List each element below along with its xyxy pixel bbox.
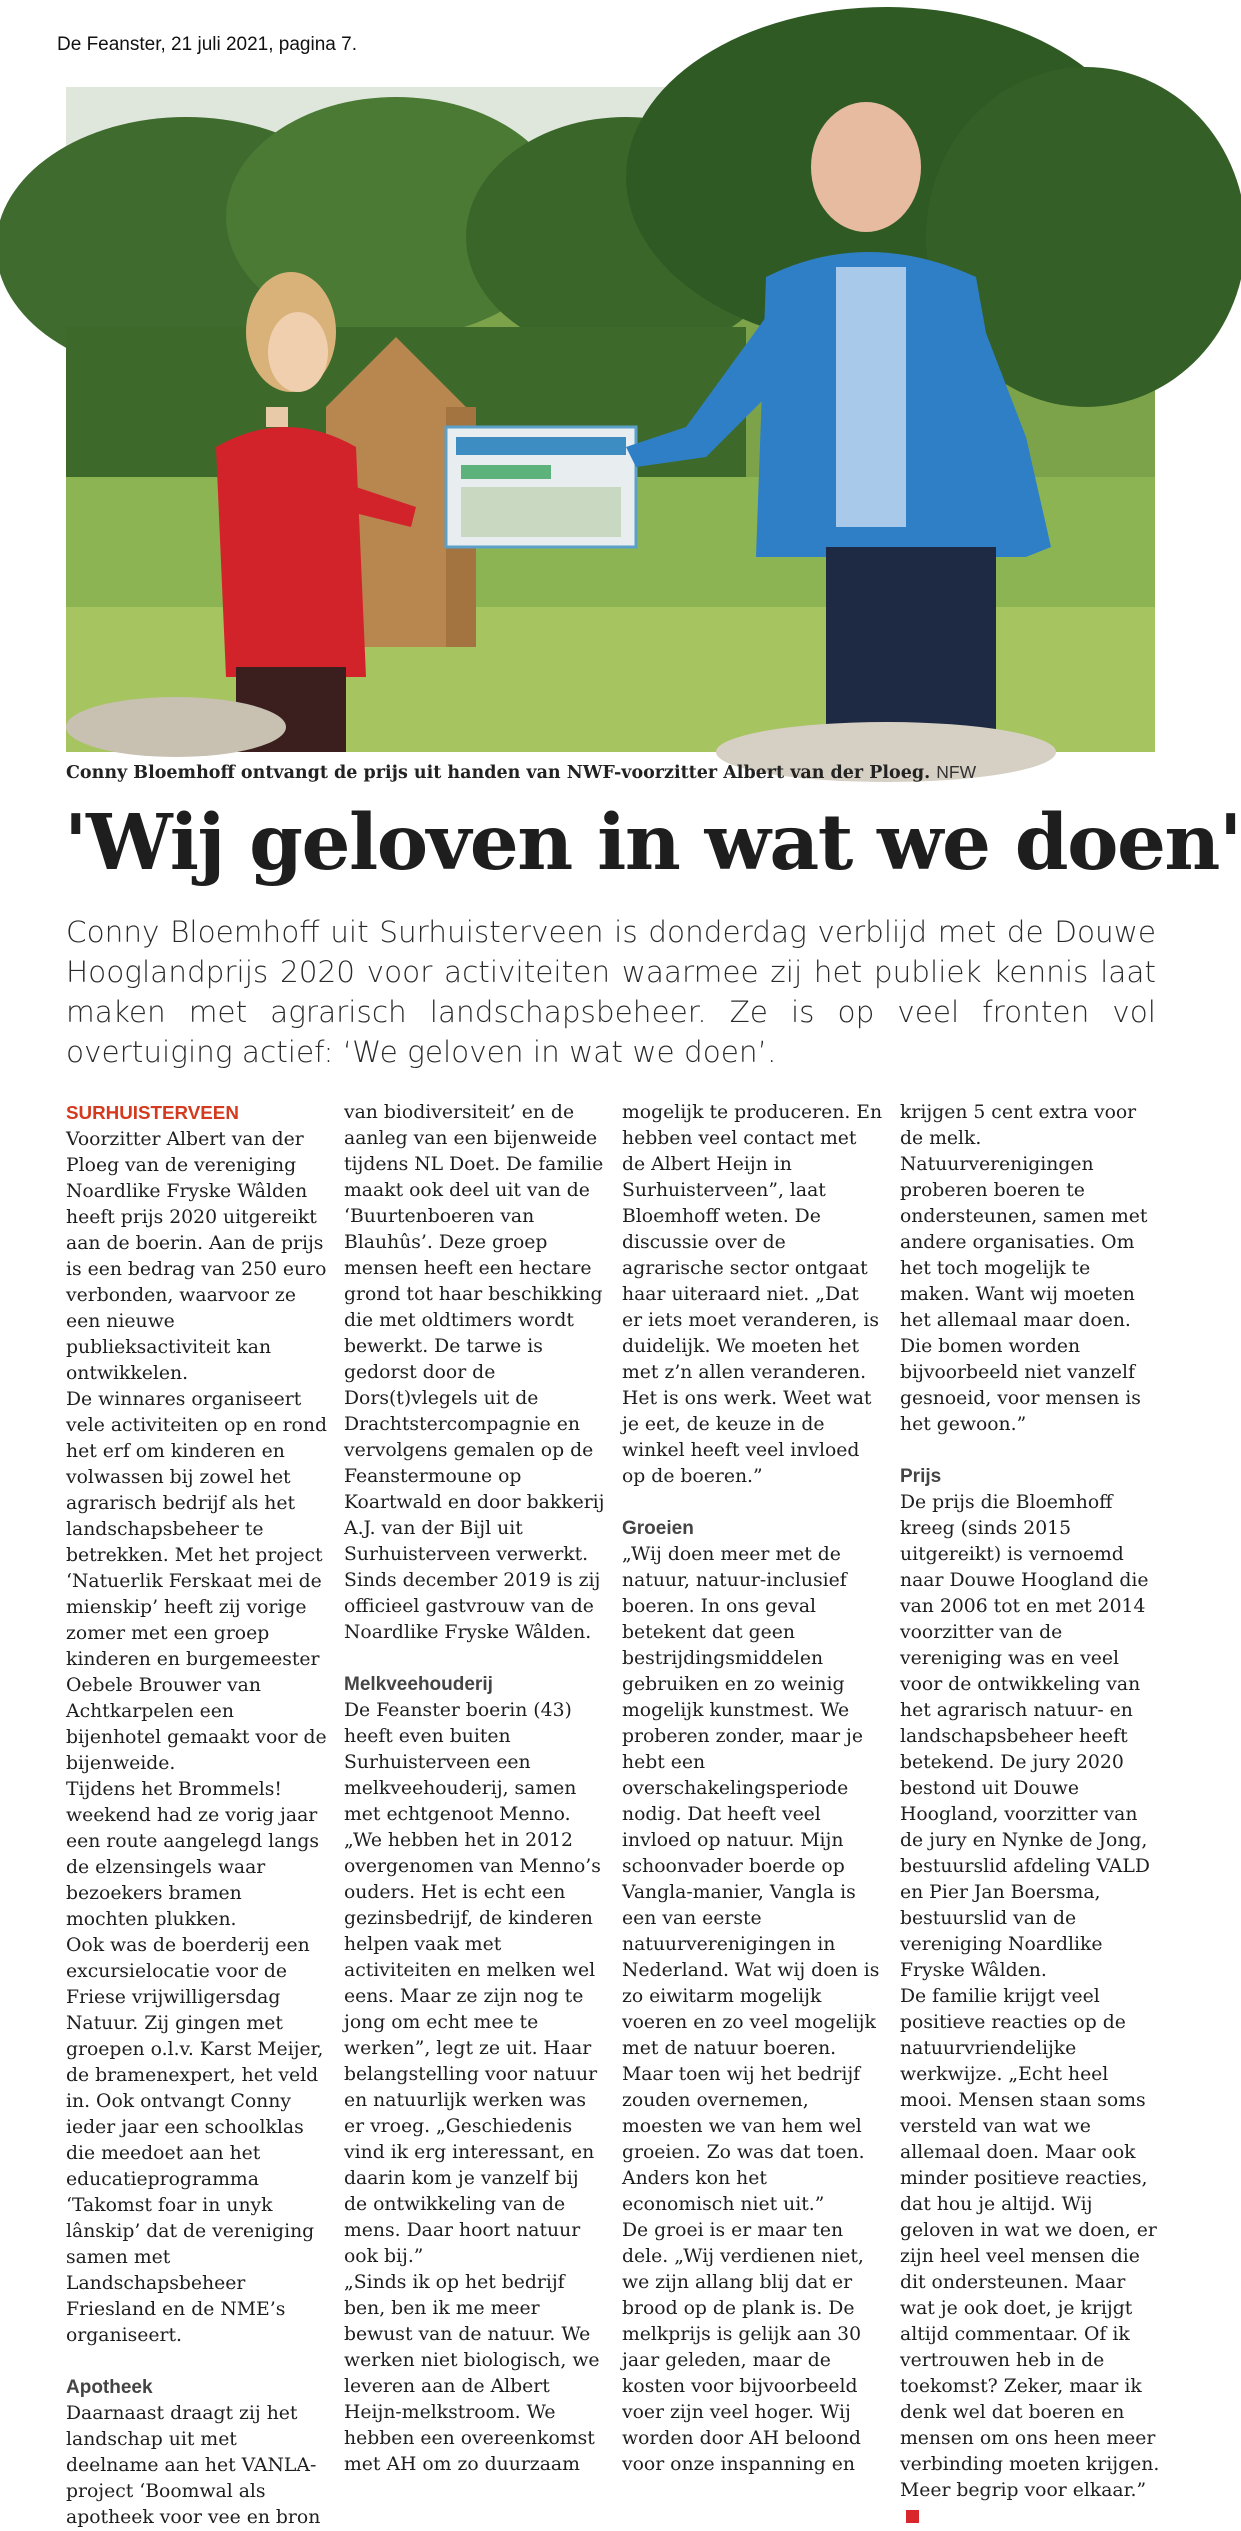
headline: 'Wij geloven in wat we doen' xyxy=(64,798,1241,888)
paragraph: De prijs die Bloemhoff kreeg (sinds 2015 uitgereikt) is vernoemd naar Douwe Hoogland die van 2006 tot en met 2014 voorzitter van de vereniging was en veel voor de ontwikkeling van het agrarisch natuur- en landschapsbeheer heeft betekend. De jury 2020 bestond uit Douwe Hoogland, voorzitter van de jury en Nynke de Jong, bestuurslid afdeling VALD en Pier Jan Boersma, bestuurslid van de vereniging Noardlike Fryske Wâlden. xyxy=(900,1492,1150,1981)
article-column-4 xyxy=(900,1100,1162,2530)
paragraph: van biodiversiteit’ en de aanleg van een bijenweide tijdens NL Doet. De familie maakt ook deel uit van de ‘Buurtenboeren van Blauhûs’. Deze groep mensen heeft een hectare grond tot haar beschikking die met oldtimers wordt bewerkt. De tarwe is gedorst door de Dors(t)vlegels uit de Drachtstercompagnie en vervolgens gemalen op de Feanstermoune op Koartwald en door bakkerij A.J. van der Bijl uit Surhuisterveen verwerkt. Sinds december 2019 is zij officieel gastvrouw van de Noardlike Fryske Wâlden. xyxy=(344,1102,605,1643)
dateline: SURHUISTERVEEN xyxy=(66,1102,239,1123)
paragraph: Daarnaast draagt zij het landschap uit met deelname aan het VANLA-project ‘Boomwal als apotheek voor vee en bron xyxy=(66,2403,321,2528)
paragraph: Tijdens het Brommels! weekend had ze vorig jaar een route aangelegd langs de elzensingels waar bezoekers bramen mochten plukken. xyxy=(66,1779,320,1930)
subheading-groeien: Groeien xyxy=(622,1518,694,1539)
paragraph: „Wij doen meer met de natuur, natuur-inclusief boeren. In ons geval betekent dat geen bestrijdingsmiddelen gebruiken en zo weinig mogelijk kunstmest. We proberen zonder, maar je hebt een overschakelingsperiode nodig. Dat heeft veel invloed op natuur. Mijn schoonvader boerde op Vangla-manier, Vangla is een van eerste natuurverenigingen in Nederland. Wat wij doen is zo eiwitarm mogelijk voeren en zo veel mogelijk met de natuur boeren. Maar toen wij het bedrijf zouden overnemen, moesten we van hem wel groeien. Zo was dat toen. Anders kon het economisch niet uit.” xyxy=(622,1544,880,2215)
paragraph: mogelijk te produceren. En hebben veel contact met de Albert Heijn in Surhuisterveen”, laat Bloemhoff weten. De discussie over de agrarische sector ontgaat haar uiteraard niet. „Dat er iets moet veranderen, is duidelijk. We moeten het met z’n allen veranderen. Het is ons werk. Weet wat je eet, de keuze in de winkel heeft veel invloed op de boeren.” xyxy=(622,1102,883,1487)
subheading-apotheek: Apotheek xyxy=(66,2377,153,2398)
article-column-2 xyxy=(344,1100,606,2478)
intro-paragraph: Conny Bloemhoff uit Surhuisterveen is donderdag verblijd met de Douwe Hooglandprijs 2020 voor activiteiten waarmee zij het publiek kennis laat maken met agrarisch landschapsbeheer. Ze is op veel fronten vol overtuiging actief: ‘We geloven in wat we doen’. xyxy=(66,915,1156,1069)
paragraph: krijgen 5 cent extra voor de melk. Natuurverenigingen proberen boeren te ondersteunen, samen met andere organisaties. Om het toch mogelijk te maken. Want wij moeten het allemaal maar doen. Die bomen worden bijvoorbeeld niet vanzelf gesnoeid, voor mensen is het gewoon.” xyxy=(900,1102,1148,1435)
paragraph: De Feanster boerin (43) heeft even buiten Surhuisterveen een melkveehouderij, samen met echtgenoot Menno. „We hebben het in 2012 overgenomen van Menno’s ouders. Het is echt een gezinsbedrijf, de kinderen helpen vaak met activiteiten en melken wel eens. Maar ze zijn nog te jong om echt mee te werken”, legt ze uit. Haar belangstelling voor natuur en natuurlijk werken was er vroeg. „Geschiedenis vind ik erg interessant, en daarin kom je vanzelf bij de ontwikkeling van de mens. Daar hoort natuur ook bij.” xyxy=(344,1700,601,2267)
paragraph xyxy=(66,1100,328,1387)
paragraph: Ook was de boerderij een excursielocatie voor de Friese vrijwilligersdag Natuur. Zij gingen met groepen o.l.v. Karst Meijer, de bramenexpert, het veld in. Ook ontvangt Conny ieder jaar een schoolklas die meedoet aan het educatieprogramma ‘Takomst foar in unyk lânskip’ dat de vereniging samen met Landschapsbeheer Friesland en de NME’s organiseert. xyxy=(66,1935,324,2346)
photo-caption xyxy=(66,762,1156,783)
photo-illustration xyxy=(66,87,1155,752)
paragraph: De winnares organiseert vele activiteiten op en rond het erf om kinderen en volwassen bij zowel het agrarisch bedrijf als het landschapsbeheer te betrekken. Met het project ‘Natuerlik Ferskaat mei de mienskip’ heeft zij vorige zomer met een groep kinderen en burgemeester Oebele Brouwer van Achtkarpelen een bijenhotel gemaakt voor de bijenweide. xyxy=(66,1389,327,1774)
subheading-melkveehouderij: Melkveehouderij xyxy=(344,1674,493,1695)
paragraph-text: Voorzitter Albert van der Ploeg van de vereniging Noardlike Fryske Wâlden heeft prijs 2020 uitgereikt aan de boerin. Aan de prijs is een bedrag van 250 euro verbonden, waarvoor ze een nieuwe publieksactiviteit kan ontwikkelen. xyxy=(66,1129,327,1384)
source-line: De Feanster, 21 juli 2021, pagina 7. xyxy=(57,34,357,55)
paragraph xyxy=(900,1984,1162,2530)
article-column-1 xyxy=(66,1100,328,2531)
subheading-prijs: Prijs xyxy=(900,1466,942,1487)
article-column-3 xyxy=(622,1100,884,2478)
paragraph: De groei is er maar ten dele. „Wij verdienen niet, we zijn allang blij dat er brood op de plank is. De melkprijs is gelijk aan 30 jaar geleden, maar de kosten voor bijvoorbeeld voer zijn veel hoger. Wij worden door AH beloond voor onze inspanning en xyxy=(622,2220,864,2475)
caption-text: Conny Bloemhoff ontvangt de prijs uit handen van NWF-voorzitter Albert van der Ploeg. xyxy=(66,763,931,783)
end-of-article-icon xyxy=(906,2510,919,2523)
paragraph: „Sinds ik op het bedrijf ben, ben ik me meer bewust van de natuur. We werken niet biologisch, we leveren aan de Albert Heijn-melkstroom. We hebben een overeenkomst met AH om zo duurzaam xyxy=(344,2272,600,2475)
article-photo xyxy=(66,87,1155,752)
paragraph-text: De familie krijgt veel positieve reacties op de natuurvriendelijke werkwijze. „Echt heel mooi. Mensen staan soms versteld van wat we allemaal doen. Maar ook minder positieve reacties, dat hou je altijd. Wij geloven in wat we doen, er zijn heel veel mensen die dit ondersteunen. Maar wat je ook doet, je krijgt altijd commentaar. Of ik vertrouwen heb in de toekomst? Zeker, maar ik denk wel dat boeren en mensen om ons heen meer verbinding moeten krijgen. Meer begrip voor elkaar.” xyxy=(900,1986,1160,2501)
photo-credit: NFW xyxy=(936,762,977,782)
